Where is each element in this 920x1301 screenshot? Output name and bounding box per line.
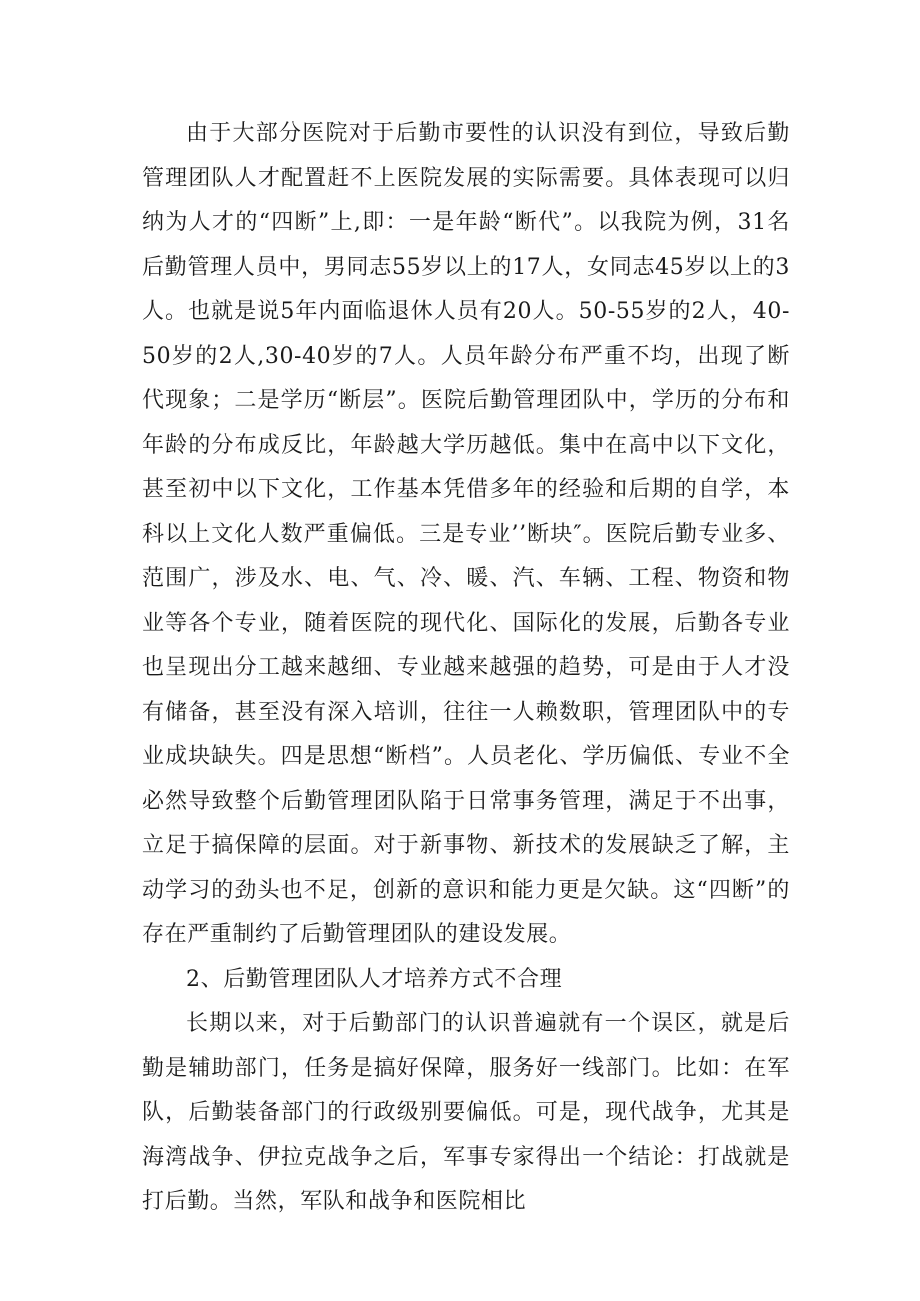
paragraph-misconception: 长期以来，对于后勤部门的认识普遍就有一个误区，就是后勤是辅助部门，任务是搞好保障，服务好一线部门。比如：在军队，后勤装备部门的行政级别要偏低。可是，现代战争，尤其是海湾战争、伊拉克战争之后，军事专家得出一个结论：打战就是打后勤。当然，军队和战争和医院相比 — [142, 1011, 790, 1214]
section-heading-training: 2、后勤管理团队人才培养方式不合理 — [186, 966, 563, 992]
document-body — [142, 112, 790, 1225]
paragraph-four-breaks: 由于大部分医院对于后勤市要性的认识没有到位，导致后勤管理团队人才配置赶不上医院发展的实际需要。具体表现可以归纳为人才的“四断”上,即：一是年龄“断代”。以我院为例，31名后勤管理人员中，男同志55岁以上的17人，女同志45岁以上的3人。也就是说5年内面临退休人员有20人。50-55岁的2人，40-50岁的2人,30-40岁的7人。人员年龄分布严重不均，出现了断代现象；二是学历“断层”。医院后勤管理团队中，学历的分布和年龄的分布成反比，年龄越大学历越低。集中在高中以下文化，甚至初中以下文化，工作基本凭借多年的经验和后期的自学，本科以上文化人数严重偏低。三是专业’’断块″。医院后勤专业多、范围广，涉及水、电、气、冷、暖、汽、车辆、工程、物资和物业等各个专业，随着医院的现代化、国际化的发展，后勤各专业也呈现出分工越来越细、专业越来越强的趋势，可是由于人才没有储备，甚至没有深入培训，往往一人赖数职，管理团队中的专业成块缺失。四是思想“断档”。人员老化、学历偏低、专业不全必然导致整个后勤管理团队陷于日常事务管理，满足于不出事，立足于搞保障的层面。对于新事物、新技术的发展缺乏了解，主动学习的劲头也不足，创新的意识和能力更是欠缺。这“四断”的存在严重制约了后勤管理团队的建设发展。 — [142, 121, 790, 947]
